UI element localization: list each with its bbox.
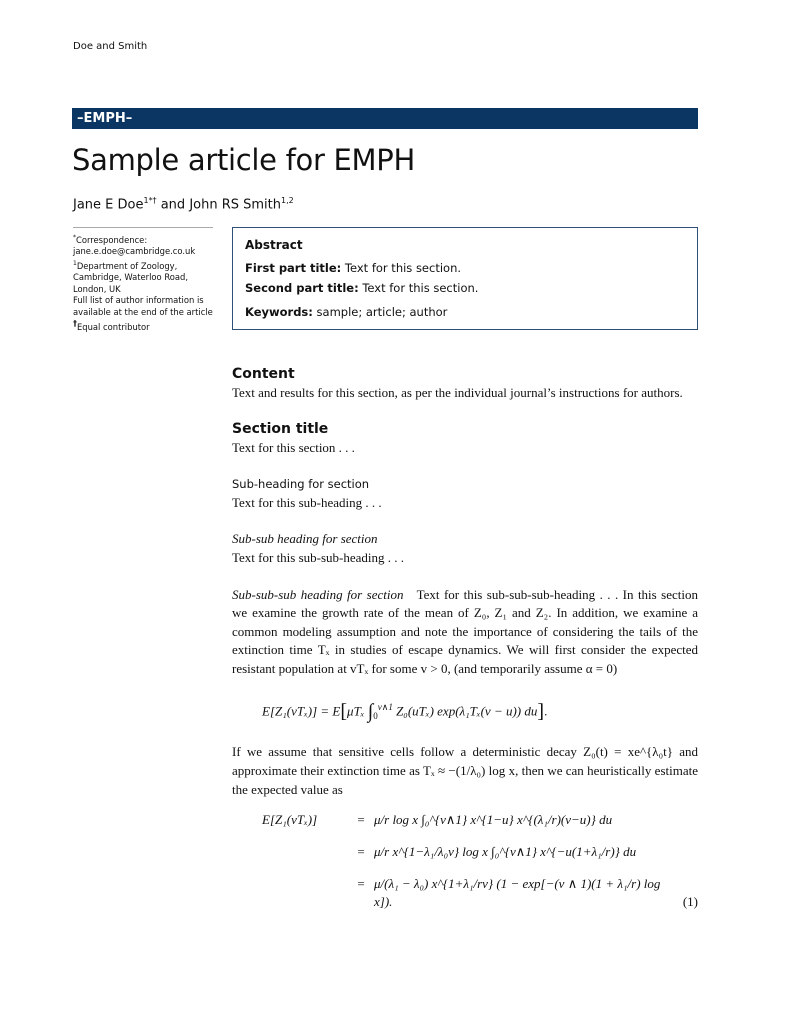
eq-term: μTₓ xyxy=(347,702,365,718)
paragraph xyxy=(232,586,698,679)
abstract-item-label: First part title: xyxy=(245,261,342,275)
email-link[interactable]: jane.e.doe@cambridge.co.uk xyxy=(73,246,196,257)
paragraph: If we assume that sensitive cells follow a deterministic decay Z₀(t) = xe^{λ₀t} and approximate their extinction time as Tₓ ≈ −(1/λ₀) log x, then we can heuristically estimate the expected value as xyxy=(232,744,698,797)
eq-integrand: Z₀(uTₓ) exp(λ₁Tₓ(v − u)) du xyxy=(396,702,538,718)
abstract-heading: Abstract xyxy=(245,238,303,252)
footnote-mark: * xyxy=(73,234,76,241)
paragraph: Text for this sub-heading . . . xyxy=(232,494,382,510)
abstract-item xyxy=(245,261,685,275)
author-list xyxy=(73,196,294,212)
eq-rel: = xyxy=(357,812,365,828)
equation-number: (1) xyxy=(682,894,698,910)
eq-lhs: E[Z₁(vTₓ)] = E xyxy=(262,702,341,718)
article-title: Sample article for EMPH xyxy=(72,143,415,177)
eq-rel: = xyxy=(357,876,365,892)
author-name: Jane E Doe xyxy=(73,197,144,213)
section-heading: Content xyxy=(232,366,295,382)
subsubsection-heading: Sub-sub heading for section xyxy=(232,531,378,547)
subsection-heading: Sub-heading for section xyxy=(232,477,370,492)
equal-contributor-note: Equal contributor xyxy=(77,321,150,332)
abstract-item-text: sample; article; author xyxy=(316,305,448,319)
abstract-item-text: Text for this section. xyxy=(344,261,462,275)
author-joiner: and xyxy=(160,197,186,213)
abstract-item-label: Second part title: xyxy=(245,281,359,295)
equation-row xyxy=(232,875,698,925)
correspondence-label: Correspondence: xyxy=(76,234,148,245)
author-name: John RS Smith xyxy=(189,197,282,213)
paragraph: Text for this sub-sub-heading . . . xyxy=(232,549,405,565)
article-body xyxy=(232,364,698,925)
integral-sign: ∫ xyxy=(367,699,374,722)
paragraph-heading: Sub-sub-sub heading for section xyxy=(232,586,404,602)
footnote-mark: † xyxy=(73,319,77,329)
eq-punct: . xyxy=(544,702,548,718)
eq-row-2: μ/r x^{1−λ₁/λ₀v} log x ∫₀^{v∧1} x^{−u(1+λ₁/r)} du xyxy=(374,844,637,860)
paragraph: Text and results for this section, as per the individual journal’s instructions for authors. xyxy=(232,385,683,400)
author-marks: 1,2 xyxy=(281,196,294,205)
abstract-item xyxy=(245,281,685,295)
eq-row-1: μ/r log x ∫₀^{v∧1} x^{1−u} x^{(λ₁/r)(v−u)} du xyxy=(374,812,613,828)
eq-lhs: E[Z₁(vTₓ)] xyxy=(262,812,318,828)
eq-rel: = xyxy=(357,844,365,860)
footnote-mark: 1 xyxy=(73,259,77,267)
author-marks: 1*† xyxy=(143,196,157,205)
section-heading: Section title xyxy=(232,420,329,437)
eq-row-3: μ/(λ₁ − λ₀) x^{1+λ₁/rv} (1 − exp[−(v ∧ 1)(1 + λ₁/r) log x]). xyxy=(374,876,661,910)
equation-row xyxy=(232,843,698,875)
abstract-box xyxy=(232,227,698,330)
integral-lower: 0 xyxy=(373,710,378,721)
affiliation: Department of Zoology, Cambridge, Waterloo Road, London, UK xyxy=(73,260,189,294)
paragraph: Text for this section . . . xyxy=(232,439,355,455)
journal-banner: –EMPH– xyxy=(72,108,698,129)
abstract-keywords xyxy=(245,305,685,319)
full-list-note: Full list of author information is available at the end of the article xyxy=(73,295,213,317)
abstract-item-label: Keywords: xyxy=(245,305,313,319)
equation-array xyxy=(232,811,698,925)
equation-display: E[Z₁(vTₓ)] = E[μTₓ $\int_0^{v\wedge 1}$ Z₀(uTₓ) exp(λ₁Tₓ(v − u)) du]. xyxy=(262,699,548,722)
abstract-item-text: Text for this section. xyxy=(362,281,479,295)
running-head: Doe and Smith xyxy=(73,41,148,52)
author-info-sidebar xyxy=(73,227,213,333)
integral-upper: v∧1 xyxy=(377,701,393,712)
paragraph-text: Text for this sub-sub-sub-heading . . . In this section we examine the growth rate of the mean of Z₀, Z₁ and Z₂. In addition, we examine a common modeling assumption and note the importance of considering the tails of the extinction time Tₓ in studies of escape dynamics. We will first consider the expected resistant population at vTₓ for some v > 0, (and temporarily assume α = 0) xyxy=(232,586,698,676)
equation-row xyxy=(232,811,698,843)
